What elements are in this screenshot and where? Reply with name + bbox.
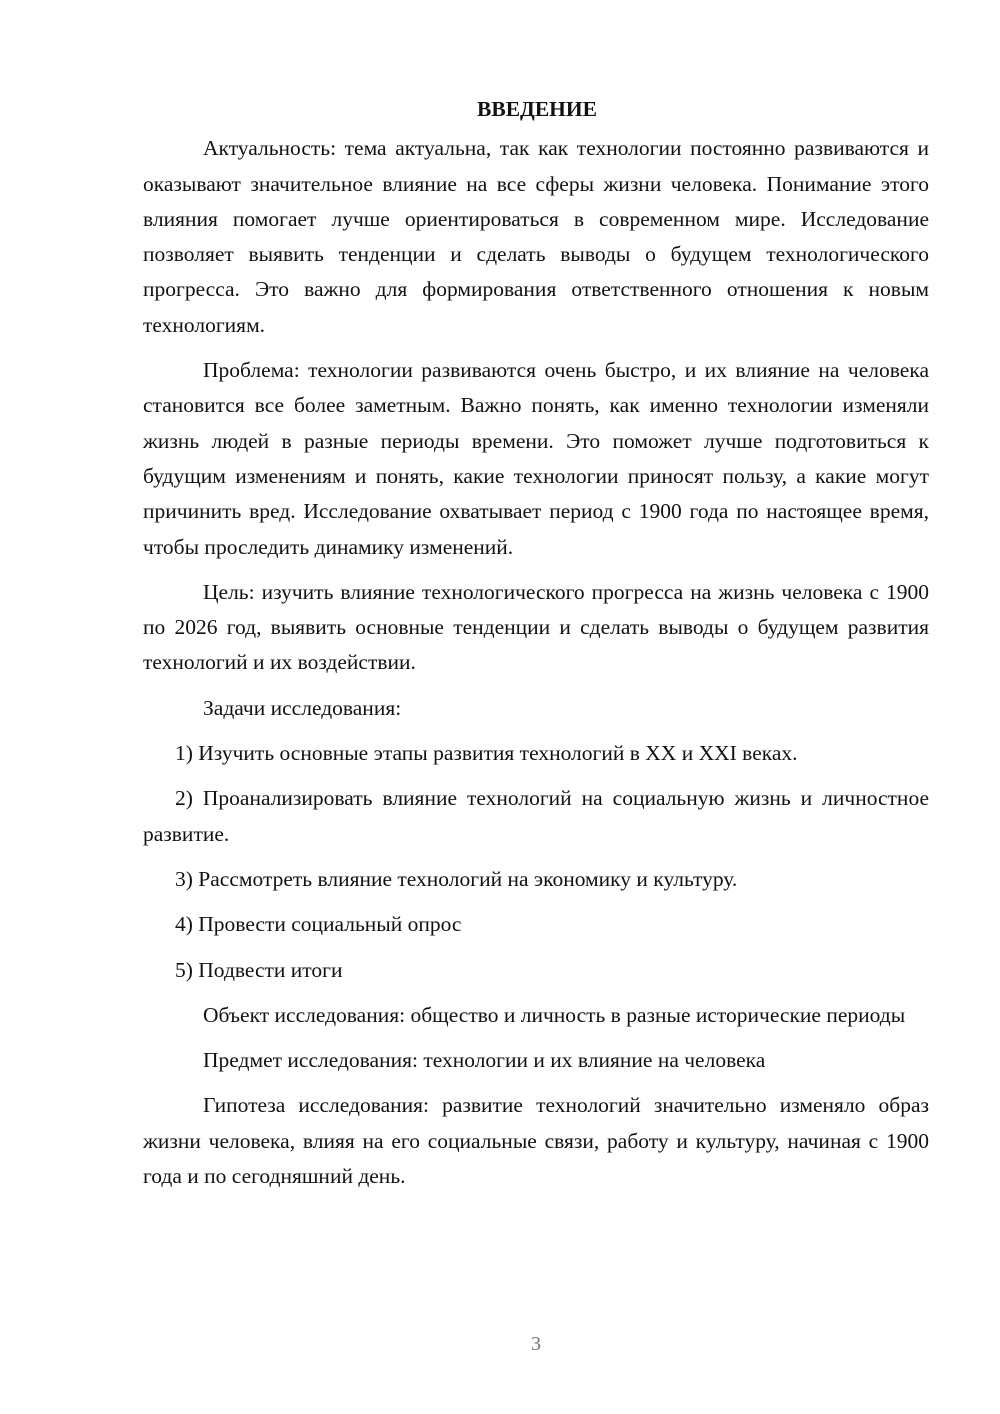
task-item-5: 5) Подвести итоги [175,957,343,982]
task-item-4: 4) Провести социальный опрос [175,912,462,937]
subject-paragraph: Предмет исследования: технологии и их влияние на человека [203,1048,766,1073]
task-item-2: 2) Проанализировать влияние технологий на социальную жизнь и личностное развитие. [143,786,929,846]
hypothesis-paragraph: Гипотеза исследования: развитие технологий значительно изменяло образ жизни человека, влияя на его социальные связи, работу и культуру, начиная с 1900 года и по сегодняшний день. [143,1093,929,1189]
task-item-1: 1) Изучить основные этапы развития технологий в XX и XXI веках. [175,741,798,766]
page-number: 3 [531,1333,541,1355]
page-content [143,92,929,1194]
section-title: ВВЕДЕНИЕ [477,97,597,121]
task-item-3: 3) Рассмотреть влияние технологий на экономику и культуру. [175,866,738,891]
object-paragraph: Объект исследования: общество и личность в разные исторические периоды [203,1002,906,1027]
tasks-heading: Задачи исследования: [203,695,402,720]
relevance-paragraph: Актуальность: тема актуальна, так как технологии постоянно развиваются и оказывают значительное влияние на все сферы жизни человека. Понимание этого влияния помогает лучше ориентироваться в современном мире. Исследование позволяет выявить тенденции и сделать выводы о будущем технологического прогресса. Это важно для формирования ответственного отношения к новым технологиям. [143,136,929,337]
problem-paragraph: Проблема: технологии развиваются очень быстро, и их влияние на человека становится все более заметным. Важно понять, как именно технологии изменяли жизнь людей в разные периоды времени. Это поможет лучше подготовиться к будущим изменениям и понять, какие технологии приносят пользу, а какие могут причинить вред. Исследование охватывает период с 1900 года по настоящее время, чтобы проследить динамику изменений. [143,358,929,559]
goal-paragraph: Цель: изучить влияние технологического прогресса на жизнь человека с 1900 по 2026 год, выявить основные тенденции и сделать выводы о будущем развития технологий и их воздействии. [143,579,929,675]
